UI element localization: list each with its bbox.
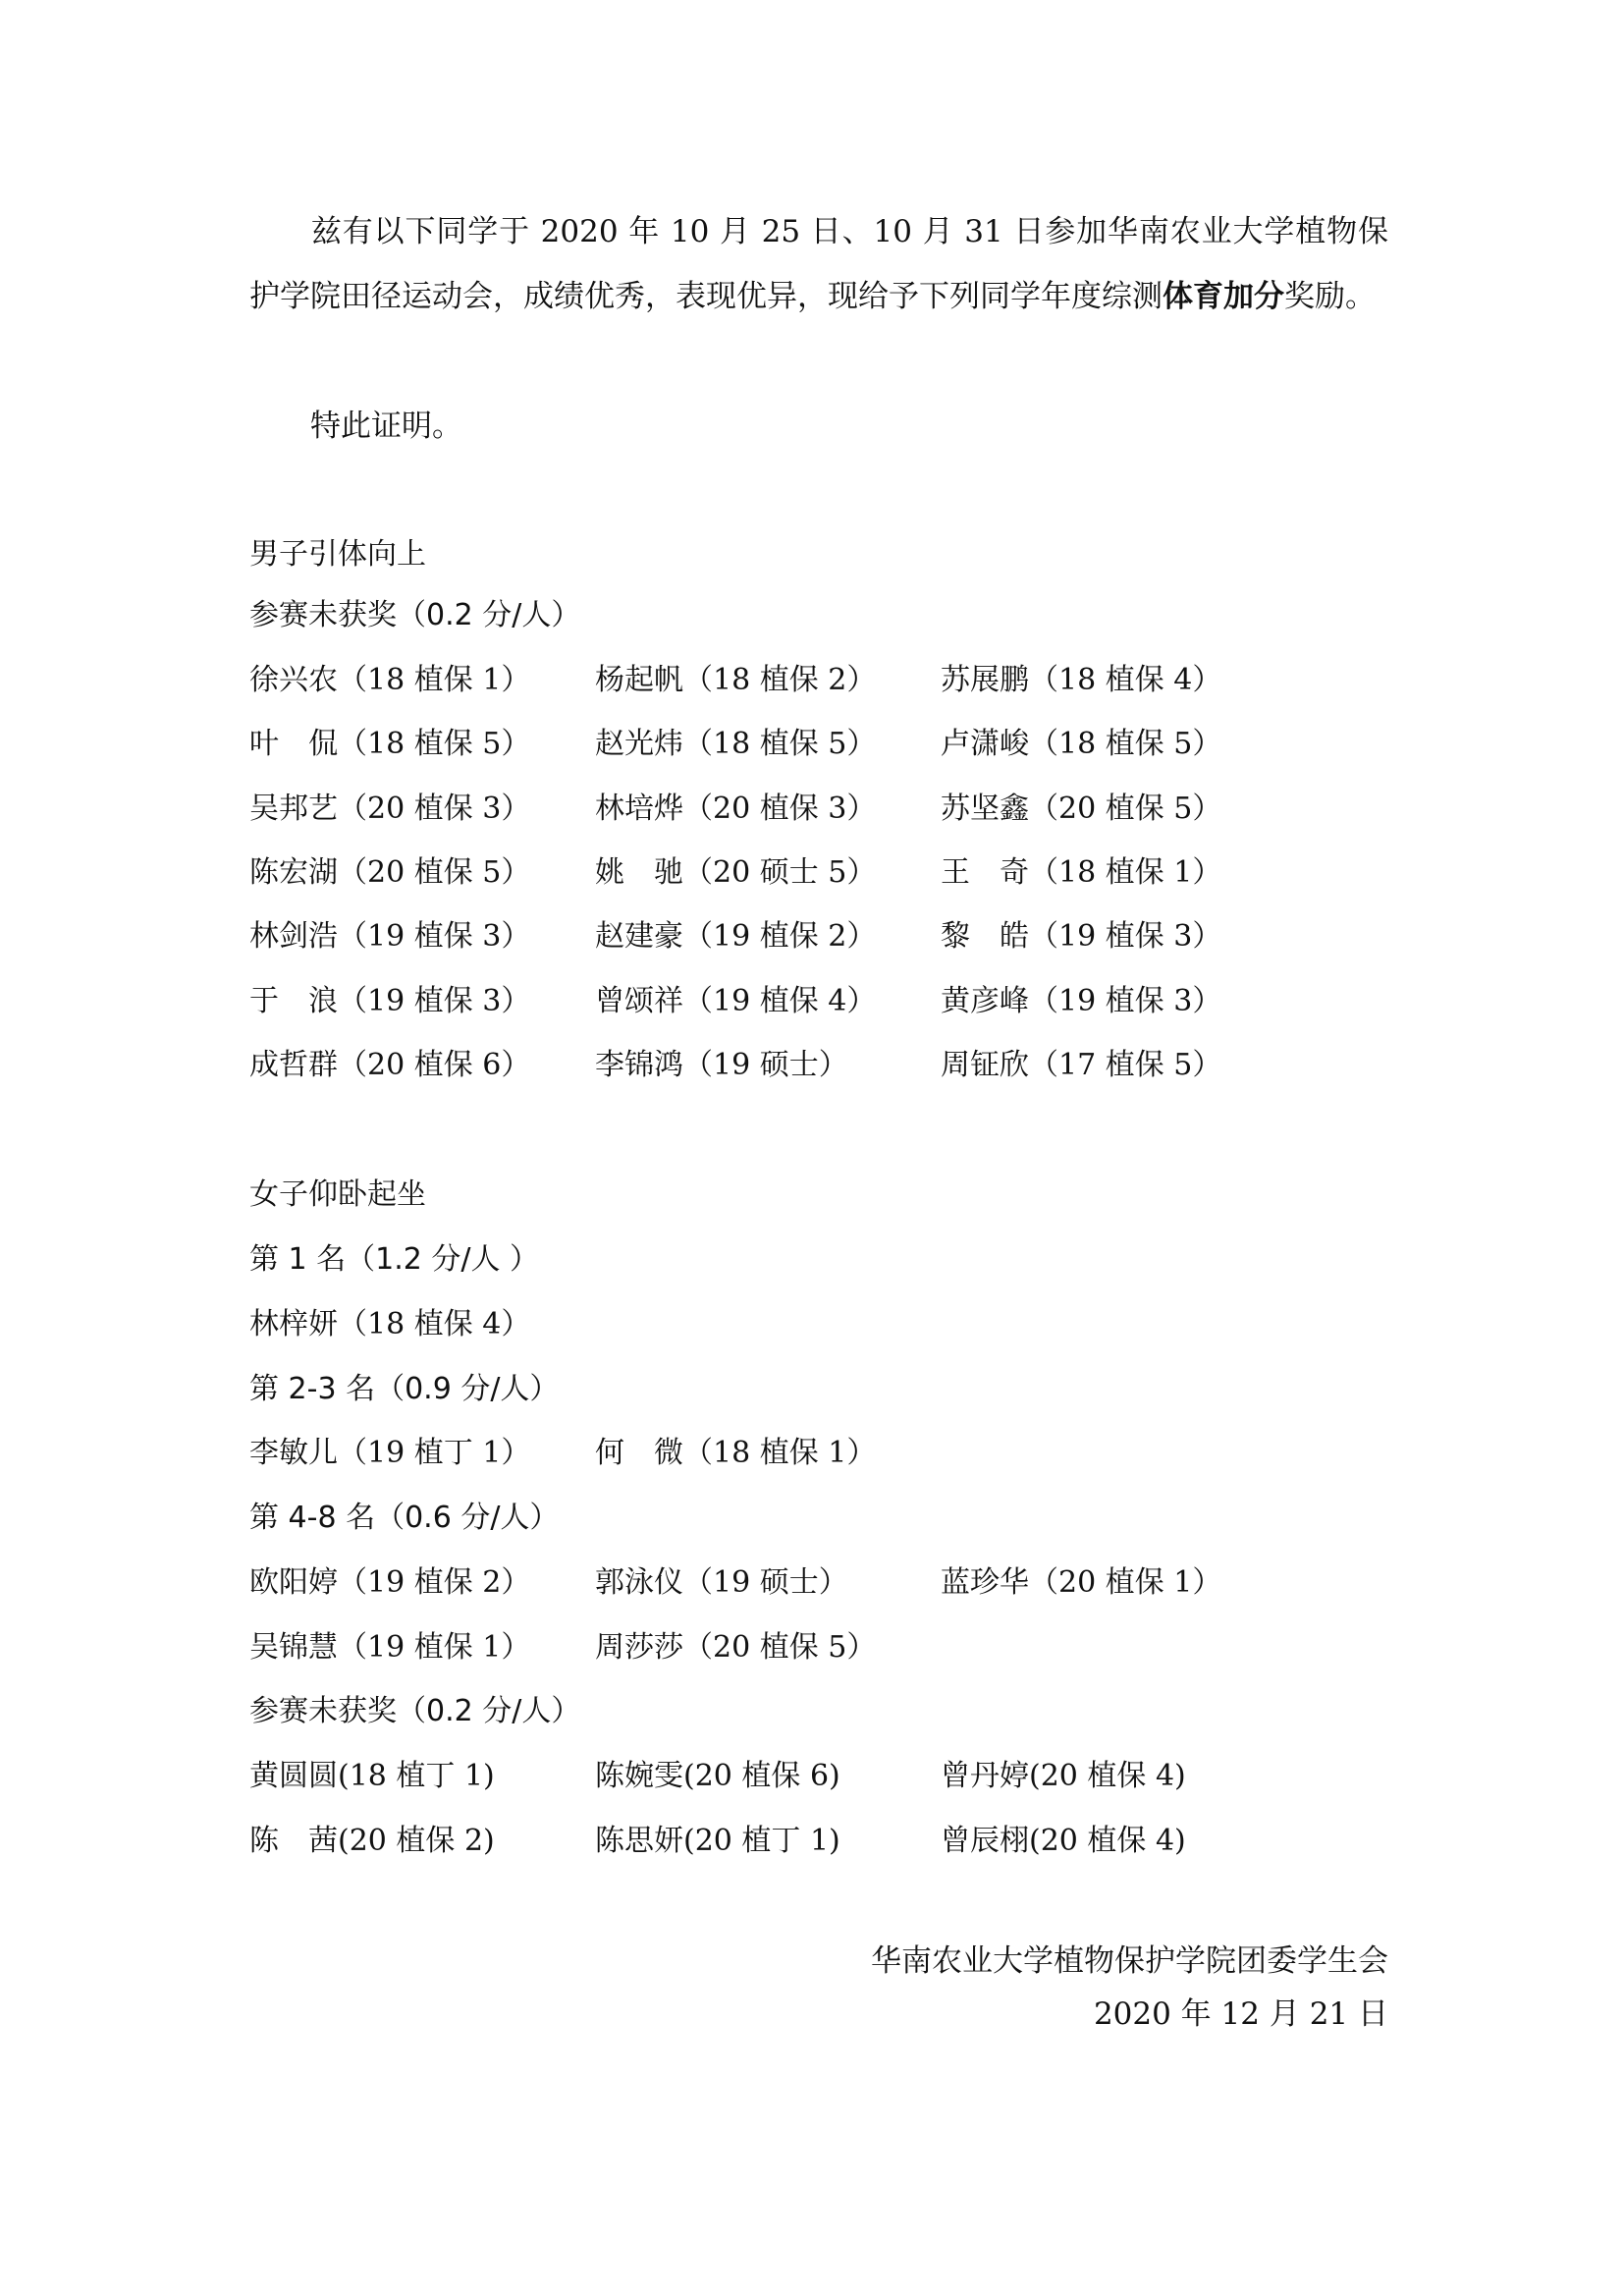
student-entry: 林剑浩（19 植保 3）	[249, 919, 531, 955]
name-row	[249, 1628, 1388, 1667]
name-row	[249, 1822, 1388, 1861]
student-entry: 曾辰栩(20 植保 4)	[941, 1824, 1186, 1858]
student-entry: 周钲欣（17 植保 5）	[941, 1047, 1222, 1082]
student-entry: 周莎莎（20 植保 5）	[595, 1629, 877, 1665]
name-row	[249, 725, 1388, 764]
student-entry: 赵建豪（19 植保 2）	[595, 919, 877, 955]
student-entry: 叶 侃（18 植保 5）	[249, 727, 531, 762]
student-entry: 黎 皓（19 植保 3）	[941, 919, 1222, 955]
name-row	[249, 1434, 1388, 1473]
women-third-heading: 第 4-8 名（0.6 分/人）	[249, 1501, 560, 1535]
intro-after-text: 奖励。	[1284, 279, 1376, 314]
student-entry: 曾颂祥（19 植保 4）	[595, 983, 877, 1018]
student-entry: 陈思妍(20 植丁 1)	[595, 1824, 840, 1858]
student-entry: 林培烨（20 植保 3）	[595, 791, 877, 826]
student-entry: 陈 茜(20 植保 2)	[249, 1824, 495, 1858]
student-entry: 于 浪（19 植保 3）	[249, 983, 531, 1018]
student-entry: 李敏儿（19 植丁 1）	[249, 1436, 531, 1470]
student-entry: 黄圆圆(18 植丁 1)	[249, 1759, 495, 1793]
student-entry: 何 微（18 植保 1）	[595, 1436, 877, 1470]
name-row	[249, 1563, 1388, 1603]
student-entry: 杨起帆（18 植保 2）	[595, 663, 877, 697]
intro-bold-text: 体育加分	[1163, 279, 1284, 314]
student-entry: 陈婉雯(20 植保 6)	[595, 1759, 840, 1793]
student-entry: 姚 驰（20 硕士 5）	[595, 854, 877, 890]
signature-date: 2020 年 12 月 21 日	[1093, 1996, 1388, 2032]
name-row	[249, 982, 1388, 1021]
signature-organization: 华南农业大学植物保护学院团委学生会	[871, 1943, 1388, 1979]
student-entry: 吴锦慧（19 植保 1）	[249, 1629, 531, 1665]
name-row	[249, 1305, 1388, 1344]
student-entry: 王 奇（18 植保 1）	[941, 854, 1222, 890]
student-entry: 成哲群（20 植保 6）	[249, 1047, 531, 1082]
student-entry: 卢潇峻（18 植保 5）	[941, 727, 1222, 762]
name-row	[249, 661, 1388, 700]
student-entry: 徐兴农（18 植保 1）	[249, 663, 531, 697]
student-entry: 吴邦艺（20 植保 3）	[249, 791, 531, 826]
student-entry: 欧阳婷（19 植保 2）	[249, 1565, 531, 1600]
men-pullup-title: 男子引体向上	[249, 537, 426, 572]
women-situp-title: 女子仰卧起坐	[249, 1177, 426, 1212]
student-entry: 林梓妍（18 植保 4）	[249, 1307, 531, 1341]
student-entry: 李锦鸿（19 硕士）	[595, 1047, 848, 1082]
women-first-heading: 第 1 名（1.2 分/人 ）	[249, 1242, 540, 1277]
name-row	[249, 1046, 1388, 1085]
men-participation-heading: 参赛未获奖（0.2 分/人）	[249, 598, 581, 632]
student-entry: 蓝珍华（20 植保 1）	[941, 1565, 1222, 1600]
closing-paragraph	[249, 394, 1388, 459]
intro-text: 兹有以下同学于 2020 年 10 月 25 日、10 月 31 日参加华南农业大学植物保护学院田径运动会，成绩优秀，表现优异，现给予下列同学年度综测	[249, 214, 1388, 314]
women-second-heading: 第 2-3 名（0.9 分/人）	[249, 1372, 560, 1406]
student-entry: 郭泳仪（19 硕士）	[595, 1565, 848, 1600]
student-entry: 曾丹婷(20 植保 4)	[941, 1759, 1186, 1793]
name-row	[249, 1757, 1388, 1796]
closing-text: 特此证明。	[310, 409, 462, 444]
student-entry: 苏展鹏（18 植保 4）	[941, 663, 1222, 697]
name-row	[249, 917, 1388, 957]
student-entry: 黄彦峰（19 植保 3）	[941, 983, 1222, 1018]
student-entry: 陈宏湖（20 植保 5）	[249, 854, 531, 890]
student-entry: 苏坚鑫（20 植保 5）	[941, 791, 1222, 826]
name-row	[249, 853, 1388, 893]
student-entry: 赵光炜（18 植保 5）	[595, 727, 877, 762]
intro-paragraph	[249, 199, 1388, 329]
women-participation-heading: 参赛未获奖（0.2 分/人）	[249, 1694, 581, 1728]
name-row	[249, 790, 1388, 829]
